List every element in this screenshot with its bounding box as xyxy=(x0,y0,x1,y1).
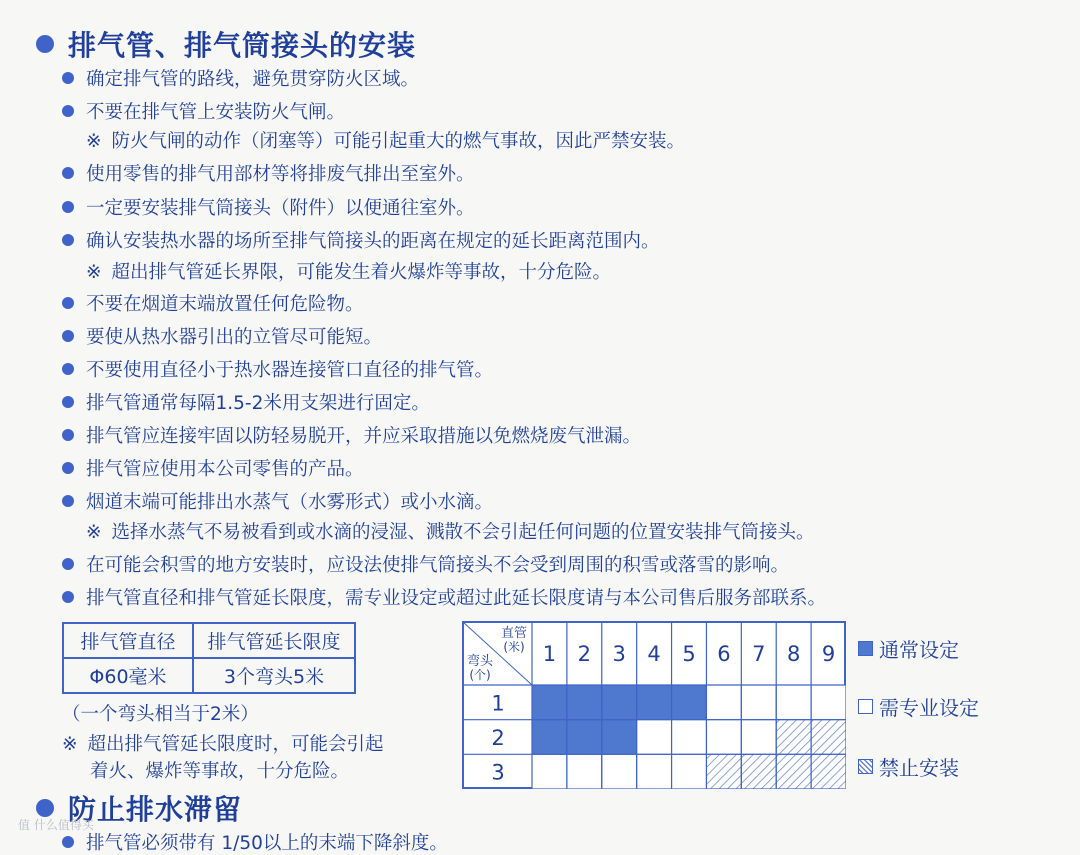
grid-cell-empty xyxy=(706,685,741,720)
grid-cell-empty xyxy=(776,685,811,720)
row-header: 2 xyxy=(491,726,505,750)
bullet-icon xyxy=(62,836,74,848)
grid-cell-empty xyxy=(811,685,846,720)
grid-cell-empty xyxy=(602,754,637,789)
elbow-note: （一个弯头相当于2米） xyxy=(62,704,259,725)
bullet-icon xyxy=(62,429,74,441)
grid-cell-fill xyxy=(602,685,637,720)
bullet-icon xyxy=(62,201,74,213)
installation-grid xyxy=(462,621,846,793)
bullet-icon xyxy=(62,558,74,570)
grid-cell-fill xyxy=(567,720,602,755)
corner-label-straight-unit: (米) xyxy=(503,640,525,654)
column-header: 1 xyxy=(542,642,557,666)
grid-cell-hatch xyxy=(811,754,846,789)
note-limit: ※ 超出排气管延长界限，可能发生着火爆炸等事故，十分危险。 xyxy=(86,262,612,283)
table-row xyxy=(63,658,355,693)
grid-cell-hatch xyxy=(706,754,741,789)
bullet-icon xyxy=(62,591,74,603)
grid-cell-hatch xyxy=(811,720,846,755)
list-item: 使用零售的排气用部材等将排废气排出至室外。 xyxy=(62,160,475,186)
bullet-icon xyxy=(36,799,54,817)
list-item: 排气管应连接牢固以防轻易脱开，并应采取措施以免燃烧废气泄漏。 xyxy=(62,422,641,448)
watermark: 值 什么值得买 xyxy=(18,818,94,832)
bullet-icon xyxy=(62,234,74,246)
list-item: 排气管直径和排气管延长限度，需专业设定或超过此延长限度请与本公司售后服务部联系。 xyxy=(62,584,826,610)
section-title-drain: 防止排水滞留 xyxy=(36,788,242,828)
grid-cell-empty xyxy=(706,720,741,755)
grid-cell-empty xyxy=(741,685,776,720)
grid-cell-empty xyxy=(672,754,707,789)
list-item: 在可能会积雪的地方安装时，应设法使排气筒接头不会受到周围的积雪或落雪的影响。 xyxy=(62,551,789,577)
extension-warning: ※ 超出排气管延长限度时，可能会引起 xyxy=(62,734,384,755)
grid-cell-hatch xyxy=(776,754,811,789)
section-title-exhaust-install: 排气管、排气筒接头的安装 xyxy=(36,24,416,64)
bullet-icon xyxy=(62,330,74,342)
grid-cell-fill xyxy=(602,720,637,755)
bullet-icon xyxy=(62,72,74,84)
bullet-icon xyxy=(36,35,54,53)
grid-cell-hatch xyxy=(741,754,776,789)
grid-cell-empty xyxy=(532,754,567,789)
bullet-icon xyxy=(62,105,74,117)
bullet-icon xyxy=(62,167,74,179)
corner-label-elbow: 弯头 xyxy=(466,654,494,669)
column-header: 2 xyxy=(577,642,592,666)
column-header: 5 xyxy=(682,642,696,666)
column-header: 7 xyxy=(752,642,766,666)
list-item: 确认安装热水器的场所至排气筒接头的距离在规定的延长距离范围内。 xyxy=(62,227,660,253)
extension-warning-cont: 着火、爆炸等事故，十分危险。 xyxy=(90,761,350,782)
grid-svg xyxy=(462,621,846,789)
list-item: 排气管应使用本公司零售的产品。 xyxy=(62,455,364,481)
bullet-icon xyxy=(62,297,74,309)
legend-swatch-hatch-icon xyxy=(858,759,873,774)
table-cell-extension-limit: 3个弯头5米 xyxy=(193,658,355,693)
legend-normal: 通常设定 xyxy=(858,634,959,663)
legend-swatch-empty-icon xyxy=(858,699,873,714)
spec-table xyxy=(62,622,356,694)
column-header: 3 xyxy=(612,642,626,666)
corner-label-elbow-unit: (个) xyxy=(469,668,491,682)
list-item: 不要使用直径小于热水器连接管口直径的排气管。 xyxy=(62,356,493,382)
legend-professional: 需专业设定 xyxy=(858,692,979,721)
corner-label-straight: 直管 xyxy=(500,626,528,641)
list-item: 排气管通常每隔1.5-2米用支架进行固定。 xyxy=(62,389,430,415)
row-header: 1 xyxy=(491,691,505,716)
list-item: 一定要安装排气筒接头（附件）以便通往室外。 xyxy=(62,194,475,220)
table-header-extension-limit: 排气管延长限度 xyxy=(193,623,355,658)
list-item: 不要在烟道末端放置任何危险物。 xyxy=(62,290,364,316)
bullet-icon xyxy=(62,462,74,474)
list-item: 烟道末端可能排出水蒸气（水雾形式）或小水滴。 xyxy=(62,488,493,514)
bullet-icon xyxy=(62,363,74,375)
note-steam: ※ 选择水蒸气不易被看到或水滴的浸湿、溅散不会引起任何问题的位置安装排气筒接头。 xyxy=(86,522,815,543)
row-header: 3 xyxy=(491,760,505,785)
list-item: 确定排气管的路线，避免贯穿防火区域。 xyxy=(62,65,419,91)
list-item: 不要在排气管上安装防火气闸。 xyxy=(62,98,345,124)
list-item: 要使从热水器引出的立管尽可能短。 xyxy=(62,323,382,349)
column-header: 9 xyxy=(821,642,836,666)
grid-cell-fill xyxy=(672,685,707,720)
table-cell-diameter: Φ60毫米 xyxy=(63,658,193,693)
bullet-icon xyxy=(62,495,74,507)
legend-forbidden: 禁止安装 xyxy=(858,752,959,781)
legend-swatch-fill-icon xyxy=(858,641,873,656)
list-item: 排气管必须带有 1/50以上的末端下降斜度。 xyxy=(62,829,448,855)
note-damper: ※ 防火气闸的动作（闭塞等）可能引起重大的燃气事故，因此严禁安装。 xyxy=(86,131,686,152)
grid-cell-empty xyxy=(637,754,672,789)
bullet-icon xyxy=(62,396,74,408)
grid-cell-fill xyxy=(532,720,567,755)
grid-cell-fill xyxy=(532,685,567,720)
grid-cell-empty xyxy=(672,720,707,755)
grid-cell-empty xyxy=(567,754,602,789)
grid-cell-empty xyxy=(741,720,776,755)
grid-cell-hatch xyxy=(776,720,811,755)
column-header: 8 xyxy=(786,642,801,666)
table-header-diameter: 排气管直径 xyxy=(63,623,193,658)
table-row xyxy=(63,623,355,658)
grid-cell-empty xyxy=(637,720,672,755)
grid-cell-fill xyxy=(567,685,602,720)
grid-cell-fill xyxy=(637,685,672,720)
column-header: 6 xyxy=(717,642,731,666)
column-header: 4 xyxy=(647,642,661,666)
